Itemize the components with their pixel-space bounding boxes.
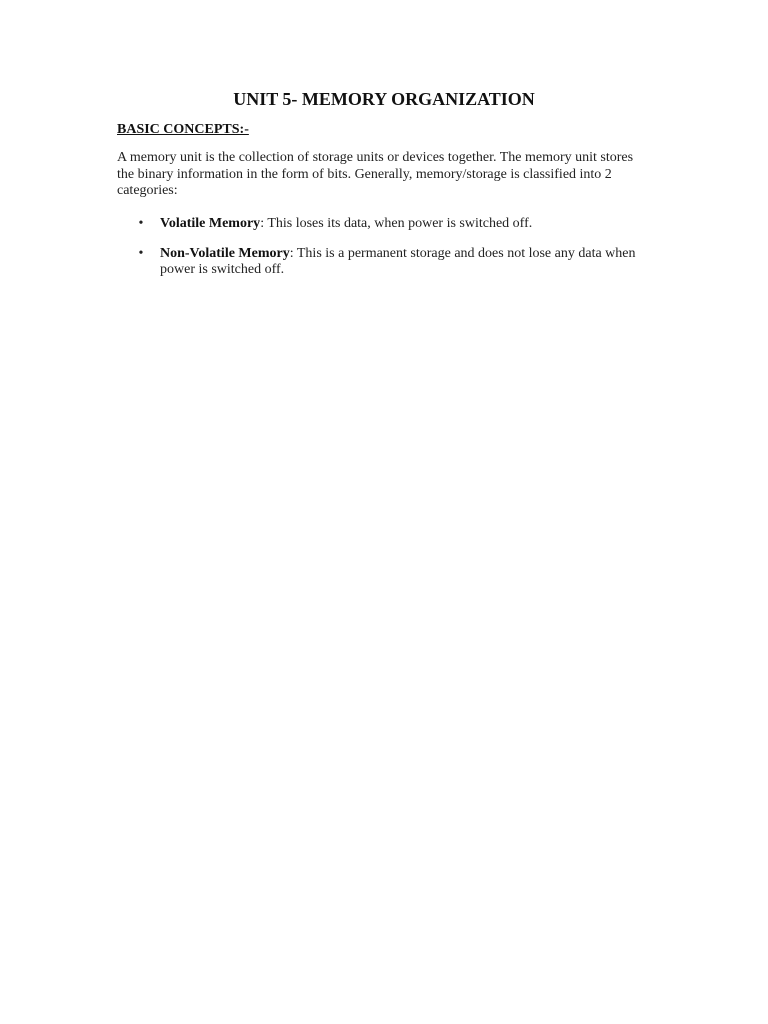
intro-paragraph: A memory unit is the collection of storage units or devices together. The memory unit stores the binary information in the form of bits. Generally, memory/storage is classified into 2 categories: xyxy=(117,150,634,198)
list-item-non-volatile-memory xyxy=(117,246,657,279)
bullet-term: Volatile Memory xyxy=(160,216,261,231)
bullet-dot-icon: • xyxy=(138,245,144,261)
section-heading-basic-concepts: BASIC CONCEPTS:- xyxy=(117,122,249,137)
list-item-volatile-memory xyxy=(117,216,657,233)
memory-categories-list xyxy=(117,216,657,279)
bullet-term: Non-Volatile Memory xyxy=(160,245,290,261)
bullet-dot-icon: • xyxy=(138,216,144,231)
bullet-description: : This loses its data, when power is switched off. xyxy=(260,216,533,231)
page-title: UNIT 5- MEMORY ORGANIZATION xyxy=(233,89,535,109)
bullet-description: : This is a permanent storage and does not lose any data when power is switched off. xyxy=(160,245,636,277)
